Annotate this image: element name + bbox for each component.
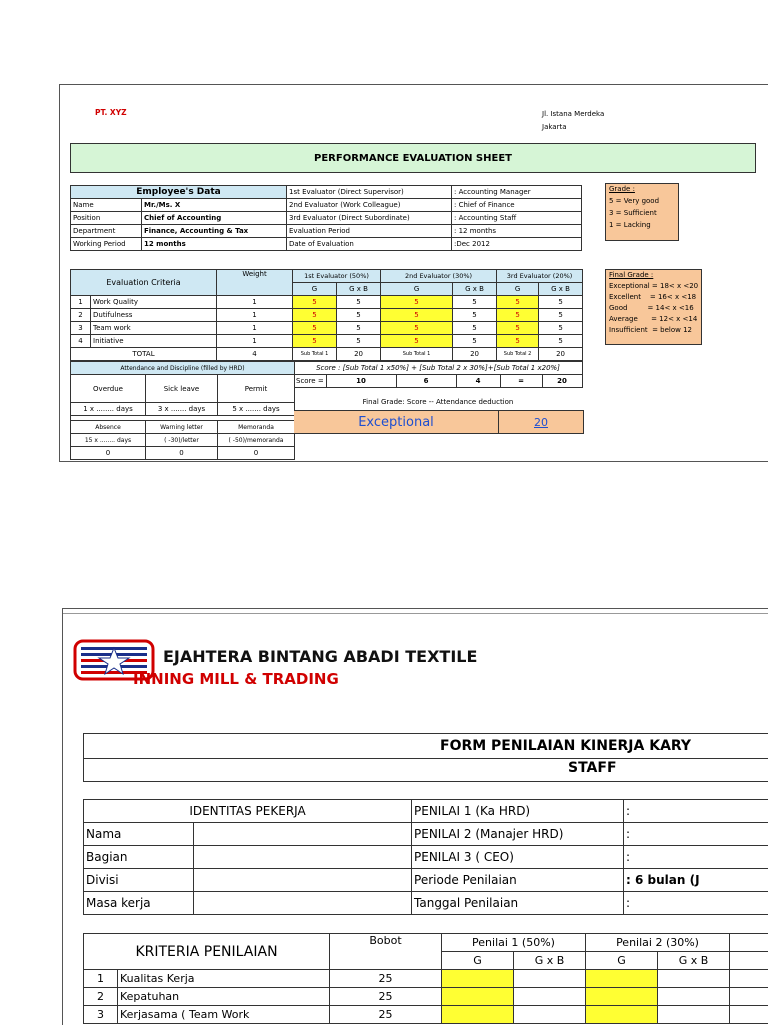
criterion-weight: 1	[217, 296, 293, 309]
gxb-value: 5	[453, 335, 497, 348]
identity-header: IDENTITAS PEKERJA	[84, 800, 412, 823]
criteria-header: KRITERIA PENILAIAN	[84, 934, 330, 970]
evaluator-value: : 12 months	[452, 225, 582, 238]
criterion-name: Work Quality	[91, 296, 217, 309]
absence-rate: 15 x ........ days	[71, 434, 146, 447]
score-part-2: 6	[396, 375, 456, 388]
sick-leave-days[interactable]: 3 x ....... days	[146, 403, 218, 416]
subtotal-value: 20	[337, 348, 381, 361]
grade-input[interactable]: 5	[497, 309, 539, 322]
subtotal-label: Sub Total 2	[497, 348, 539, 361]
grade-input[interactable]: 5	[497, 335, 539, 348]
gxb-col-header: G x B	[658, 952, 730, 970]
permit-label: Permit	[218, 375, 295, 403]
gxb-value	[514, 1006, 586, 1024]
gxb-value	[658, 970, 730, 988]
field-label: Masa kerja	[84, 892, 194, 915]
field-value[interactable]	[194, 869, 412, 892]
field-value[interactable]	[194, 823, 412, 846]
evaluator-label: PENILAI 3 ( CEO)	[412, 846, 624, 869]
company-name-line-1: EJAHTERA BINTANG ABADI TEXTILE	[163, 647, 477, 666]
evaluator-value: : Accounting Staff	[452, 212, 582, 225]
row-number: 3	[84, 1006, 118, 1024]
sheet-title: PERFORMANCE EVALUATION SHEET	[70, 143, 756, 173]
grade-col-header: G	[442, 952, 514, 970]
criterion-name: Kepatuhan	[118, 988, 330, 1006]
field-label: Divisi	[84, 869, 194, 892]
grade-input[interactable]	[442, 988, 514, 1006]
gxb-value	[658, 1006, 730, 1024]
weight-header: Weight	[217, 270, 293, 296]
evaluator-value[interactable]: :	[624, 846, 768, 869]
attendance-header: Attendance and Discipline (filled by HRD)	[71, 362, 295, 375]
field-value[interactable]: 12 months	[142, 238, 287, 251]
gxb-value: 5	[337, 296, 381, 309]
total-weight: 4	[217, 348, 293, 361]
gxb-value: 5	[539, 335, 583, 348]
evaluator-value[interactable]: : 6 bulan (J	[624, 869, 768, 892]
evaluator-label: Tanggal Penilaian	[412, 892, 624, 915]
criterion-weight: 25	[330, 988, 442, 1006]
gxb-value	[514, 970, 586, 988]
gxb-value: 5	[337, 309, 381, 322]
total-row	[71, 348, 583, 361]
gxb-value: 5	[453, 296, 497, 309]
criterion-weight: 1	[217, 322, 293, 335]
form-title: FORM PENILAIAN KINERJA KARY	[440, 738, 691, 754]
gxb-value: 5	[539, 296, 583, 309]
evaluator-label: Periode Penilaian	[412, 869, 624, 892]
evaluator-2-header: Penilai 2 (30%)	[586, 934, 730, 952]
final-grade-line: Exceptional = 18< x <20	[609, 283, 698, 290]
criterion-weight: 25	[330, 970, 442, 988]
grade-input[interactable]: 5	[497, 322, 539, 335]
final-grade-legend-title: Final Grade :	[609, 272, 698, 279]
gxb-col-header: G x B	[453, 283, 497, 296]
subtotal-label: Sub Total 1	[293, 348, 337, 361]
final-score-link[interactable]: 20	[498, 410, 584, 434]
grade-input[interactable]	[586, 970, 658, 988]
identity-table	[83, 799, 768, 915]
grade-legend-line: 5 = Very good	[609, 198, 675, 205]
evaluator-value[interactable]: :	[624, 823, 768, 846]
row-number: 2	[71, 309, 91, 322]
criteria-header: Evaluation Criteria	[71, 270, 217, 296]
warning-letter-rate: ( -30)/letter	[146, 434, 218, 447]
evaluator-value: : Chief of Finance	[452, 199, 582, 212]
field-label: Position	[71, 212, 142, 225]
field-label: Nama	[84, 823, 194, 846]
evaluator-value: :Dec 2012	[452, 238, 582, 251]
grade-input[interactable]: 5	[293, 309, 337, 322]
warning-letter-value[interactable]: 0	[146, 447, 218, 460]
evaluator-1-header: Penilai 1 (50%)	[442, 934, 586, 952]
field-label: Department	[71, 225, 142, 238]
row-number: 1	[71, 296, 91, 309]
field-value[interactable]	[194, 846, 412, 869]
attendance-table	[70, 361, 295, 460]
criterion-name: Dutifulness	[91, 309, 217, 322]
gxb-value: 5	[337, 335, 381, 348]
score-label: Score =	[294, 375, 326, 388]
score-total: 20	[542, 375, 582, 388]
subtotal-value: 20	[453, 348, 497, 361]
criterion-name: Initiative	[91, 335, 217, 348]
field-label: Working Period	[71, 238, 142, 251]
score-part-3: 4	[456, 375, 500, 388]
grade-input[interactable]	[442, 970, 514, 988]
score-formula: Score : [Sub Total 1 x50%] + [Sub Total 2 x 30%]+[Sub Total 1 x20%]	[294, 361, 583, 375]
sick-leave-label: Sick leave	[146, 375, 218, 403]
form-penilaian-sheet	[62, 608, 768, 1025]
form-title-box	[83, 733, 768, 759]
gxb-value	[658, 988, 730, 1006]
gxb-col-header: G x B	[539, 283, 583, 296]
company-name-line-2: INNING MILL & TRADING	[133, 670, 339, 688]
gxb-col-header: G x B	[337, 283, 381, 296]
final-grade-formula: Final Grade: Score -- Attendance deduction	[294, 399, 582, 406]
gxb-value: 5	[453, 309, 497, 322]
evaluator-value[interactable]: :	[624, 800, 768, 823]
grade-input[interactable]	[442, 1006, 514, 1024]
weight-header: Bobot	[330, 934, 442, 970]
overdue-label: Overdue	[71, 375, 146, 403]
score-table	[294, 374, 583, 388]
gxb-col-header: G x B	[514, 952, 586, 970]
field-value[interactable]: Mr./Ms. X	[142, 199, 287, 212]
criterion-name: Kualitas Kerja	[118, 970, 330, 988]
evaluator-label: 1st Evaluator (Direct Supervisor)	[287, 186, 452, 199]
field-value[interactable]	[194, 892, 412, 915]
performance-evaluation-sheet	[59, 84, 768, 462]
final-grade-legend	[605, 269, 702, 345]
grade-col-header: G	[497, 283, 539, 296]
evaluation-criteria-table	[70, 269, 583, 361]
criterion-weight: 1	[217, 309, 293, 322]
evaluator-3-header: 3rd Evaluator (20%)	[497, 270, 583, 283]
field-label: Bagian	[84, 846, 194, 869]
grade-col-header: G	[586, 952, 658, 970]
evaluator-2-header: 2nd Evaluator (30%)	[381, 270, 497, 283]
grade-legend	[605, 183, 679, 241]
form-subtitle-box	[83, 757, 768, 782]
evaluator-label: PENILAI 1 (Ka HRD)	[412, 800, 624, 823]
criterion-weight: 25	[330, 1006, 442, 1024]
criterion-weight: 1	[217, 335, 293, 348]
evaluator-label: 3rd Evaluator (Direct Subordinate)	[287, 212, 452, 225]
evaluator-label: 2nd Evaluator (Work Colleague)	[287, 199, 452, 212]
row-number: 3	[71, 322, 91, 335]
employee-data-table	[70, 185, 582, 251]
table-row	[71, 296, 583, 309]
criteria-table	[83, 933, 768, 1024]
grade-legend-title: Grade :	[609, 186, 675, 193]
grade-input[interactable]	[586, 1006, 658, 1024]
grade-input[interactable]: 5	[497, 296, 539, 309]
evaluator-value: : Accounting Manager	[452, 186, 582, 199]
grade-col-header: G	[293, 283, 337, 296]
grade-input[interactable]: 5	[293, 322, 337, 335]
memoranda-label: Memoranda	[218, 421, 295, 434]
field-label: Name	[71, 199, 142, 212]
gxb-value: 5	[453, 322, 497, 335]
table-row	[71, 309, 583, 322]
overdue-days[interactable]: 1 x ........ days	[71, 403, 146, 416]
criterion-name: Kerjasama ( Team Work	[118, 1006, 330, 1024]
permit-days[interactable]: 5 x ....... days	[218, 403, 295, 416]
table-row	[84, 988, 768, 1006]
memoranda-rate: ( -50)/memoranda	[218, 434, 295, 447]
field-value[interactable]: Finance, Accounting & Tax	[142, 225, 287, 238]
final-grade-line: Average = 12< x <14	[609, 316, 698, 323]
form-subtitle: STAFF	[568, 760, 617, 776]
table-row	[71, 322, 583, 335]
grade-input[interactable]: 5	[293, 296, 337, 309]
subtotal-label: Sub Total 1	[381, 348, 453, 361]
grade-input[interactable]: 5	[381, 335, 453, 348]
total-label: TOTAL	[71, 348, 217, 361]
evaluator-label: Date of Evaluation	[287, 238, 452, 251]
grade-input[interactable]: 5	[293, 335, 337, 348]
row-number: 4	[71, 335, 91, 348]
table-row	[71, 335, 583, 348]
table-row	[84, 1006, 768, 1024]
address-line-1: Jl. Istana Merdeka	[542, 111, 604, 118]
final-grade-line: Insufficient = below 12	[609, 327, 698, 334]
grade-input[interactable]: 5	[381, 309, 453, 322]
table-row	[84, 970, 768, 988]
evaluator-1-header: 1st Evaluator (50%)	[293, 270, 381, 283]
final-result: Exceptional	[294, 410, 499, 434]
grade-legend-line: 3 = Sufficient	[609, 210, 675, 217]
row-number: 1	[84, 970, 118, 988]
absence-value[interactable]: 0	[71, 447, 146, 460]
evaluator-value[interactable]: :	[624, 892, 768, 915]
evaluator-label: PENILAI 2 (Manajer HRD)	[412, 823, 624, 846]
gxb-value: 5	[539, 322, 583, 335]
criterion-name: Team work	[91, 322, 217, 335]
warning-letter-label: Warning letter	[146, 421, 218, 434]
grade-input[interactable]: 5	[381, 296, 453, 309]
row-number: 2	[84, 988, 118, 1006]
score-part-1: 10	[326, 375, 396, 388]
grade-input[interactable]: 5	[381, 322, 453, 335]
employee-data-header: Employee's Data	[71, 186, 287, 199]
equals-sign: =	[500, 375, 542, 388]
address-line-2: Jakarta	[542, 124, 567, 131]
final-grade-line: Excellent = 16< x <18	[609, 294, 698, 301]
grade-col-header: G	[381, 283, 453, 296]
evaluator-label: Evaluation Period	[287, 225, 452, 238]
absence-label: Absence	[71, 421, 146, 434]
gxb-value	[514, 988, 586, 1006]
final-grade-line: Good = 14< x <16	[609, 305, 698, 312]
company-name: PT. XYZ	[95, 109, 127, 117]
subtotal-value: 20	[539, 348, 583, 361]
field-value[interactable]: Chief of Accounting	[142, 212, 287, 225]
grade-input[interactable]	[586, 988, 658, 1006]
grade-legend-line: 1 = Lacking	[609, 222, 675, 229]
gxb-value: 5	[337, 322, 381, 335]
memoranda-value[interactable]: 0	[218, 447, 295, 460]
gxb-value: 5	[539, 309, 583, 322]
